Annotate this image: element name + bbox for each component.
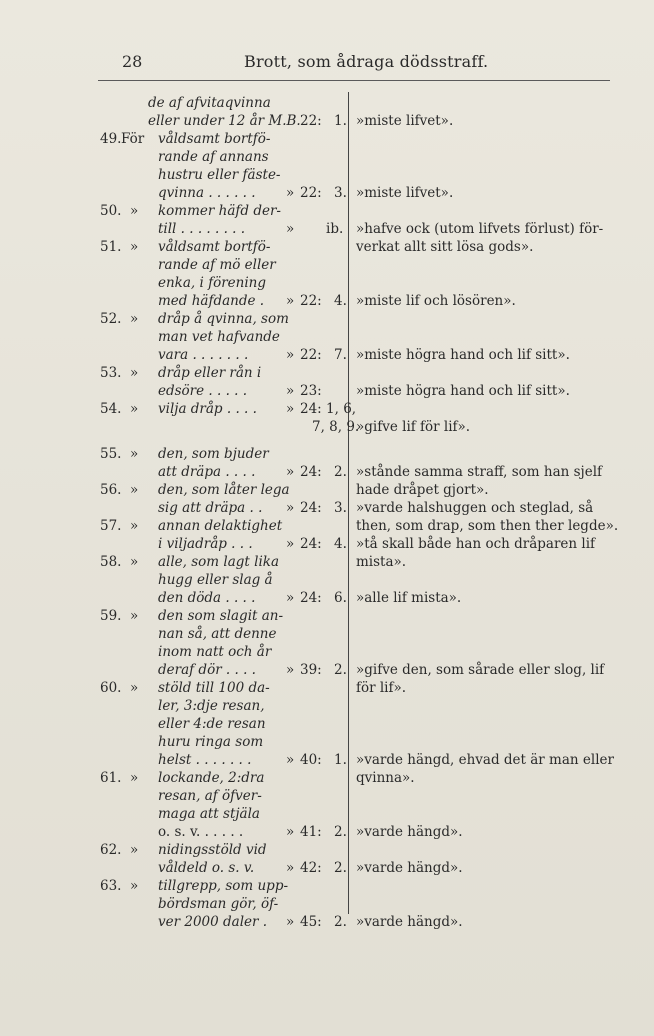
text-line: » — [130, 482, 139, 498]
text-line: »gifve den, som sårade eller slog, lif — [356, 662, 605, 678]
header-rule — [98, 80, 610, 81]
text-line: » — [130, 878, 139, 894]
text-line: » — [130, 365, 139, 381]
text-line: 24: — [300, 500, 322, 516]
text-line: för lif». — [356, 680, 407, 696]
text-line: dråp å qvinna, som — [158, 311, 289, 327]
text-line: 42: — [300, 860, 322, 876]
text-line: ib. — [326, 221, 344, 237]
text-line: huru ringa som — [158, 734, 264, 750]
text-line: tillgrepp, som upp- — [158, 878, 289, 894]
text-line: 4. — [334, 536, 347, 552]
text-line: » — [130, 401, 139, 417]
text-line: sig att dräpa . . — [158, 500, 263, 516]
text-line: 54. — [100, 401, 122, 417]
text-line: 62. — [100, 842, 122, 858]
text-line: 22: — [300, 113, 322, 129]
text-line: edsöre . . . . . — [158, 383, 248, 399]
text-line: » — [286, 464, 295, 480]
text-line: »varde hängd». — [356, 860, 463, 876]
text-line: » — [130, 203, 139, 219]
page-header — [0, 52, 654, 76]
text-line: »miste högra hand och lif sitt». — [356, 347, 570, 363]
text-line: » — [130, 680, 139, 696]
text-line: » — [130, 554, 139, 570]
text-line: resan, af öfver- — [158, 788, 262, 804]
text-line: maga att stjäla — [158, 806, 260, 822]
text-line: qvinna». — [356, 770, 415, 786]
text-line: 2. — [334, 824, 347, 840]
text-line: »varde hängd». — [356, 824, 463, 840]
text-line: »gifve lif för lif». — [356, 419, 471, 435]
text-line: ver 2000 daler . — [158, 914, 268, 930]
text-line: våldeld o. s. v. — [158, 860, 255, 876]
text-line: 22: — [300, 185, 322, 201]
text-line: 45: — [300, 914, 322, 930]
running-title: Brott, som ådraga dödsstraff. — [244, 52, 489, 71]
text-line: våldsamt bortfö- — [158, 239, 271, 255]
text-line: hustru eller fäste- — [158, 167, 281, 183]
text-line: 40: — [300, 752, 322, 768]
text-line: till . . . . . . . . — [158, 221, 246, 237]
text-line: 59. — [100, 608, 122, 624]
text-line: » — [286, 185, 295, 201]
text-line: » — [286, 590, 295, 606]
text-line: helst . . . . . . . — [158, 752, 252, 768]
text-line: »alle lif mista». — [356, 590, 462, 606]
text-line: vilja dråp . . . . — [158, 401, 257, 417]
text-line: o. s. v. . . . . . — [158, 824, 244, 840]
text-line: 23: — [300, 383, 322, 399]
text-line: » — [286, 824, 295, 840]
text-line: i viljadråp . . . — [158, 536, 253, 552]
text-line: vara . . . . . . . — [158, 347, 249, 363]
text-line: » — [286, 383, 295, 399]
text-line: 41: — [300, 824, 322, 840]
text-line: bördsman gör, öf- — [158, 896, 279, 912]
text-line: den, som bjuder — [158, 446, 269, 462]
text-line: 49. — [100, 131, 122, 147]
text-line: » — [286, 914, 295, 930]
text-line: »miste högra hand och lif sitt». — [356, 383, 570, 399]
text-line: lockande, 2:dra — [158, 770, 265, 786]
text-line: med häfdande . — [158, 293, 265, 309]
text-line: mista». — [356, 554, 407, 570]
text-line: hade dråpet gjort». — [356, 482, 489, 498]
text-line: 1. — [334, 113, 347, 129]
text-line: » — [286, 221, 295, 237]
text-line: 24: 1, 6, — [300, 401, 357, 417]
text-line: 24: — [300, 590, 322, 606]
text-line: 6. — [334, 590, 347, 606]
text-line: »tå skall både han och dråparen lif — [356, 536, 596, 552]
text-line: » — [130, 608, 139, 624]
text-line: enka, i förening — [158, 275, 267, 291]
text-line: den döda . . . . — [158, 590, 256, 606]
text-line: 7. — [334, 347, 347, 363]
text-line: 24: — [300, 464, 322, 480]
text-line: annan delaktighet — [158, 518, 283, 534]
text-line: nan så, att denne — [158, 626, 277, 642]
text-line: »varde hängd, ehvad det är man eller — [356, 752, 614, 768]
text-line: den, som låter lega — [158, 482, 290, 498]
text-line: 63. — [100, 878, 122, 894]
text-line: qvinna . . . . . . — [158, 185, 256, 201]
text-line: man vet hafvande — [158, 329, 280, 345]
text-line: 2. — [334, 662, 347, 678]
text-line: then, som drap, som then ther legde». — [356, 518, 619, 534]
text-line: hugg eller slag å — [158, 572, 273, 588]
text-line: 60. — [100, 680, 122, 696]
text-line: 50. — [100, 203, 122, 219]
text-line: att dräpa . . . . — [158, 464, 256, 480]
text-line: 55. — [100, 446, 122, 462]
text-line: » — [286, 752, 295, 768]
text-line: 51. — [100, 239, 122, 255]
text-line: »miste lifvet». — [356, 113, 454, 129]
text-line: »miste lifvet». — [356, 185, 454, 201]
text-line: » — [130, 446, 139, 462]
text-line: 2. — [334, 860, 347, 876]
text-line: stöld till 100 da- — [158, 680, 270, 696]
text-line: eller under 12 år M.B. — [148, 113, 301, 129]
text-line: » — [130, 239, 139, 255]
text-line: de af afvitaqvinna — [148, 95, 271, 111]
text-line: » — [286, 536, 295, 552]
text-line: 24: — [300, 536, 322, 552]
text-line: 22: — [300, 293, 322, 309]
text-line: » — [130, 311, 139, 327]
text-line: 2. — [334, 914, 347, 930]
text-line: » — [286, 293, 295, 309]
text-line: kommer häfd der- — [158, 203, 281, 219]
text-line: rande af mö eller — [158, 257, 276, 273]
text-line: 53. — [100, 365, 122, 381]
text-line: » — [286, 860, 295, 876]
text-line: nidingsstöld vid — [158, 842, 267, 858]
column-divider — [348, 92, 349, 914]
text-line: deraf dör . . . . — [158, 662, 256, 678]
text-line: »miste lif och lösören». — [356, 293, 516, 309]
text-line: » — [286, 500, 295, 516]
text-line: 22: — [300, 347, 322, 363]
text-line: verkat allt sitt lösa gods». — [356, 239, 534, 255]
text-line: 3. — [334, 185, 347, 201]
text-line: eller 4:de resan — [158, 716, 266, 732]
text-line: » — [286, 347, 295, 363]
text-line: 2. — [334, 464, 347, 480]
text-line: dråp eller rån i — [158, 365, 262, 381]
text-line: 61. — [100, 770, 122, 786]
text-line: 52. — [100, 311, 122, 327]
text-line: » — [130, 518, 139, 534]
page-number: 28 — [122, 52, 143, 71]
text-line: 58. — [100, 554, 122, 570]
text-line: rande af annans — [158, 149, 269, 165]
text-line: »hafve ock (utom lifvets förlust) för- — [356, 221, 604, 237]
text-line: 57. — [100, 518, 122, 534]
text-line: 56. — [100, 482, 122, 498]
text-line: våldsamt bortfö- — [158, 131, 271, 147]
text-line: alle, som lagt lika — [158, 554, 279, 570]
text-line: » — [286, 401, 295, 417]
text-line: 39: — [300, 662, 322, 678]
text-line: För — [121, 131, 145, 147]
text-line: » — [130, 770, 139, 786]
text-line: »varde halshuggen och steglad, så — [356, 500, 594, 516]
text-line: »varde hängd». — [356, 914, 463, 930]
text-line: »stånde samma straff, som han sjelf — [356, 464, 603, 480]
text-line: 7, 8, 9. — [312, 419, 360, 435]
text-line: » — [130, 842, 139, 858]
text-line: ler, 3:dje resan, — [158, 698, 265, 714]
text-line: 3. — [334, 500, 347, 516]
text-line: » — [286, 662, 295, 678]
text-line: inom natt och år — [158, 644, 272, 660]
text-line: 4. — [334, 293, 347, 309]
text-line: 1. — [334, 752, 347, 768]
text-line: den som slagit an- — [158, 608, 284, 624]
